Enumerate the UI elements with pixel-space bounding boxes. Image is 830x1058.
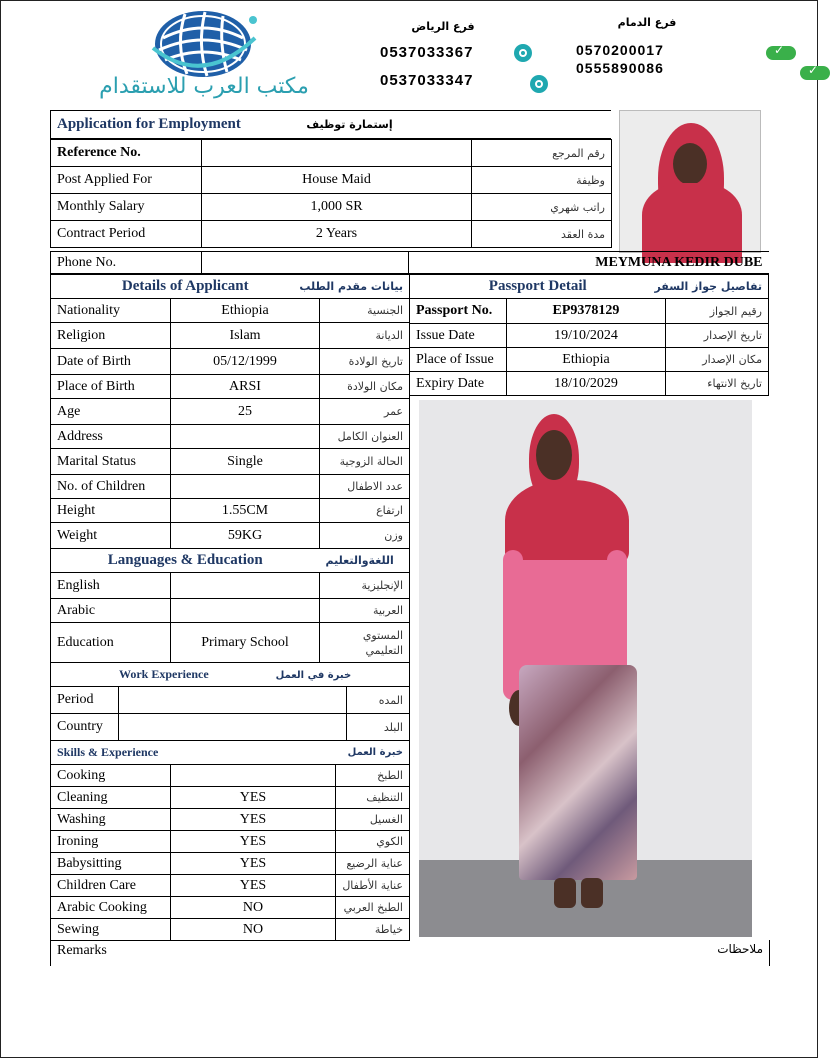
- childcare-label-ar: عناية الأطفال: [336, 875, 410, 897]
- weight-label: Weight: [51, 523, 171, 549]
- table-row: [51, 623, 410, 663]
- cooking-value: [171, 765, 336, 787]
- skills-table: [50, 740, 410, 941]
- table-row: [51, 687, 410, 714]
- childcare-label: Children Care: [51, 875, 171, 897]
- applicant-portrait-photo: [619, 110, 761, 253]
- applicant-full-photo: [419, 400, 752, 937]
- logo: [70, 8, 340, 103]
- pob-label: Place of Birth: [51, 375, 171, 399]
- height-label: Height: [51, 499, 171, 523]
- table-row: [51, 573, 410, 599]
- table-row: [51, 787, 410, 809]
- address-label-ar: العنوان الكامل: [320, 425, 410, 449]
- issue-date-value: 19/10/2024: [507, 324, 666, 348]
- nationality-label: Nationality: [51, 299, 171, 323]
- washing-label-ar: الغسيل: [336, 809, 410, 831]
- branch-dammam-label: فرع الدمام: [617, 16, 677, 29]
- arabic-cooking-label: Arabic Cooking: [51, 897, 171, 919]
- arabic-label: Arabic: [51, 599, 171, 623]
- arabic-cooking-label-ar: الطبخ العربي: [336, 897, 410, 919]
- dob-value: 05/12/1999: [171, 349, 320, 375]
- table-row: [51, 167, 612, 194]
- phone-row-table: [50, 251, 769, 274]
- dob-label-ar: تاريخ الولادة: [320, 349, 410, 375]
- marital-label-ar: الحالة الزوجية: [320, 449, 410, 475]
- remarks-label: Remarks: [57, 943, 107, 958]
- place-issue-label-ar: مكان الإصدار: [666, 348, 769, 372]
- languages-heading-ar: اللغةوالتعليم: [320, 549, 410, 573]
- table-row: [51, 499, 410, 523]
- table-row: [410, 299, 769, 324]
- religion-label: Religion: [51, 323, 171, 349]
- table-row: [51, 375, 410, 399]
- form-title: Application for Employment: [57, 116, 241, 132]
- ironing-value: YES: [171, 831, 336, 853]
- table-row: [51, 875, 410, 897]
- work-table: [50, 662, 410, 741]
- weight-value: 59KG: [171, 523, 320, 549]
- table-row: [51, 919, 410, 941]
- children-value: [171, 475, 320, 499]
- table-row: [51, 449, 410, 475]
- nationality-value: Ethiopia: [171, 299, 320, 323]
- ironing-label: Ironing: [51, 831, 171, 853]
- washing-value: YES: [171, 809, 336, 831]
- riyadh-phone-2: 0537033347: [380, 72, 474, 89]
- religion-label-ar: الديانة: [320, 323, 410, 349]
- globe-icon: [145, 8, 265, 80]
- applicant-name: MEYMUNA KEDIR DUBE: [409, 252, 769, 274]
- applicant-heading-ar: بيانات مقدم الطلب: [320, 275, 410, 299]
- weight-label-ar: وزن: [320, 523, 410, 549]
- post-value: House Maid: [202, 167, 472, 194]
- place-issue-value: Ethiopia: [507, 348, 666, 372]
- post-label: Post Applied For: [51, 167, 202, 194]
- childcare-value: YES: [171, 875, 336, 897]
- marital-value: Single: [171, 449, 320, 475]
- passport-no-value: EP9378129: [507, 299, 666, 324]
- work-heading: [51, 663, 352, 687]
- sewing-value: NO: [171, 919, 336, 941]
- age-label-ar: عمر: [320, 399, 410, 425]
- english-value: [171, 573, 320, 599]
- country-label: Country: [51, 714, 119, 741]
- table-row: [51, 599, 410, 623]
- babysitting-value: YES: [171, 853, 336, 875]
- arabic-label-ar: العربية: [320, 599, 410, 623]
- table-row: [51, 349, 410, 375]
- skills-heading-ar: خبرة العمل: [336, 741, 410, 765]
- riyadh-phone-1: 0537033367: [380, 44, 474, 61]
- table-row: [51, 140, 612, 167]
- age-value: 25: [171, 399, 320, 425]
- passport-table: [409, 274, 769, 396]
- applicant-details-table: [50, 274, 410, 549]
- skills-heading: Skills & Experience: [51, 741, 336, 765]
- height-label-ar: ارتفاع: [320, 499, 410, 523]
- whatsapp-icon: [514, 44, 532, 62]
- table-row: [51, 425, 410, 449]
- logo-text: مكتب العرب للاستقدام: [99, 74, 309, 99]
- work-heading-en: Work Experience: [119, 667, 209, 681]
- table-row: [410, 372, 769, 396]
- education-label-ar: المستوي التعليمي: [320, 623, 410, 663]
- phone-check-icon: [766, 46, 796, 60]
- place-issue-label: Place of Issue: [410, 348, 507, 372]
- table-row: [51, 399, 410, 425]
- sewing-label: Sewing: [51, 919, 171, 941]
- title-table: [50, 110, 611, 139]
- applicant-heading: Details of Applicant: [51, 275, 320, 299]
- table-row: [51, 831, 410, 853]
- table-row: [51, 853, 410, 875]
- ref-value: [202, 140, 472, 167]
- cleaning-label-ar: التنظيف: [336, 787, 410, 809]
- age-label: Age: [51, 399, 171, 425]
- salary-label: Monthly Salary: [51, 194, 202, 221]
- children-label: No. of Children: [51, 475, 171, 499]
- languages-heading: Languages & Education: [51, 549, 320, 573]
- english-label: English: [51, 573, 171, 599]
- marital-label: Marital Status: [51, 449, 171, 475]
- dammam-phone-2: 0555890086: [576, 60, 664, 76]
- phone-check-icon: [800, 66, 830, 80]
- babysitting-label-ar: عناية الرضيع: [336, 853, 410, 875]
- post-label-ar: وظيفة: [472, 167, 612, 194]
- remarks-row: [50, 940, 770, 966]
- arabic-value: [171, 599, 320, 623]
- table-row: [410, 324, 769, 348]
- contract-label: Contract Period: [51, 221, 202, 248]
- work-heading-ar: خبرة في العمل: [275, 670, 352, 681]
- remarks-label-ar: ملاحظات: [717, 942, 763, 956]
- table-row: [51, 523, 410, 549]
- issue-date-label-ar: تاريخ الإصدار: [666, 324, 769, 348]
- table-row: [51, 765, 410, 787]
- cleaning-value: YES: [171, 787, 336, 809]
- education-label: Education: [51, 623, 171, 663]
- babysitting-label: Babysitting: [51, 853, 171, 875]
- period-label-ar: المده: [347, 687, 410, 714]
- work-heading-spacer: [347, 663, 410, 687]
- table-row: [51, 809, 410, 831]
- table-row: [51, 194, 612, 221]
- ref-label-ar: رقم المرجع: [472, 140, 612, 167]
- form-title-ar: إستمارة توظيف: [306, 118, 393, 131]
- issue-date-label: Issue Date: [410, 324, 507, 348]
- salary-label-ar: راتب شهري: [472, 194, 612, 221]
- education-value: Primary School: [171, 623, 320, 663]
- period-value: [119, 687, 347, 714]
- phone-value: [202, 252, 409, 274]
- languages-table: [50, 548, 410, 663]
- children-label-ar: عدد الاطفال: [320, 475, 410, 499]
- table-row: [410, 348, 769, 372]
- expiry-label-ar: تاريخ الانتهاء: [666, 372, 769, 396]
- table-row: [51, 897, 410, 919]
- cleaning-label: Cleaning: [51, 787, 171, 809]
- cooking-label: Cooking: [51, 765, 171, 787]
- table-row: [51, 475, 410, 499]
- nationality-label-ar: الجنسية: [320, 299, 410, 323]
- pob-value: ARSI: [171, 375, 320, 399]
- country-label-ar: البلد: [347, 714, 410, 741]
- expiry-value: 18/10/2029: [507, 372, 666, 396]
- passport-heading-ar: تفاصيل جواز السفر: [666, 275, 769, 299]
- phone-label: Phone No.: [51, 252, 202, 274]
- contract-label-ar: مدة العقد: [472, 221, 612, 248]
- table-row: [51, 714, 410, 741]
- whatsapp-icon: [530, 75, 548, 93]
- passport-heading: Passport Detail: [410, 275, 666, 299]
- cooking-label-ar: الطبخ: [336, 765, 410, 787]
- period-label: Period: [51, 687, 119, 714]
- arabic-cooking-value: NO: [171, 897, 336, 919]
- washing-label: Washing: [51, 809, 171, 831]
- top-info-table: [50, 139, 612, 248]
- country-value: [119, 714, 347, 741]
- contract-value: 2 Years: [202, 221, 472, 248]
- title-cell: [51, 111, 612, 139]
- religion-value: Islam: [171, 323, 320, 349]
- dammam-phone-1: 0570200017: [576, 42, 664, 58]
- dob-label: Date of Birth: [51, 349, 171, 375]
- passport-no-label: Passport No.: [410, 299, 507, 324]
- passport-no-label-ar: رقيم الجواز: [666, 299, 769, 324]
- table-row: [51, 323, 410, 349]
- ironing-label-ar: الكوي: [336, 831, 410, 853]
- table-row: [51, 299, 410, 323]
- sewing-label-ar: خياطة: [336, 919, 410, 941]
- salary-value: 1,000 SR: [202, 194, 472, 221]
- address-value: [171, 425, 320, 449]
- table-row: [51, 221, 612, 248]
- ref-label: Reference No.: [51, 140, 202, 167]
- english-label-ar: الإنجليزية: [320, 573, 410, 599]
- address-label: Address: [51, 425, 171, 449]
- pob-label-ar: مكان الولادة: [320, 375, 410, 399]
- expiry-label: Expiry Date: [410, 372, 507, 396]
- branch-riyadh-label: فرع الرياض: [411, 20, 475, 33]
- height-value: 1.55CM: [171, 499, 320, 523]
